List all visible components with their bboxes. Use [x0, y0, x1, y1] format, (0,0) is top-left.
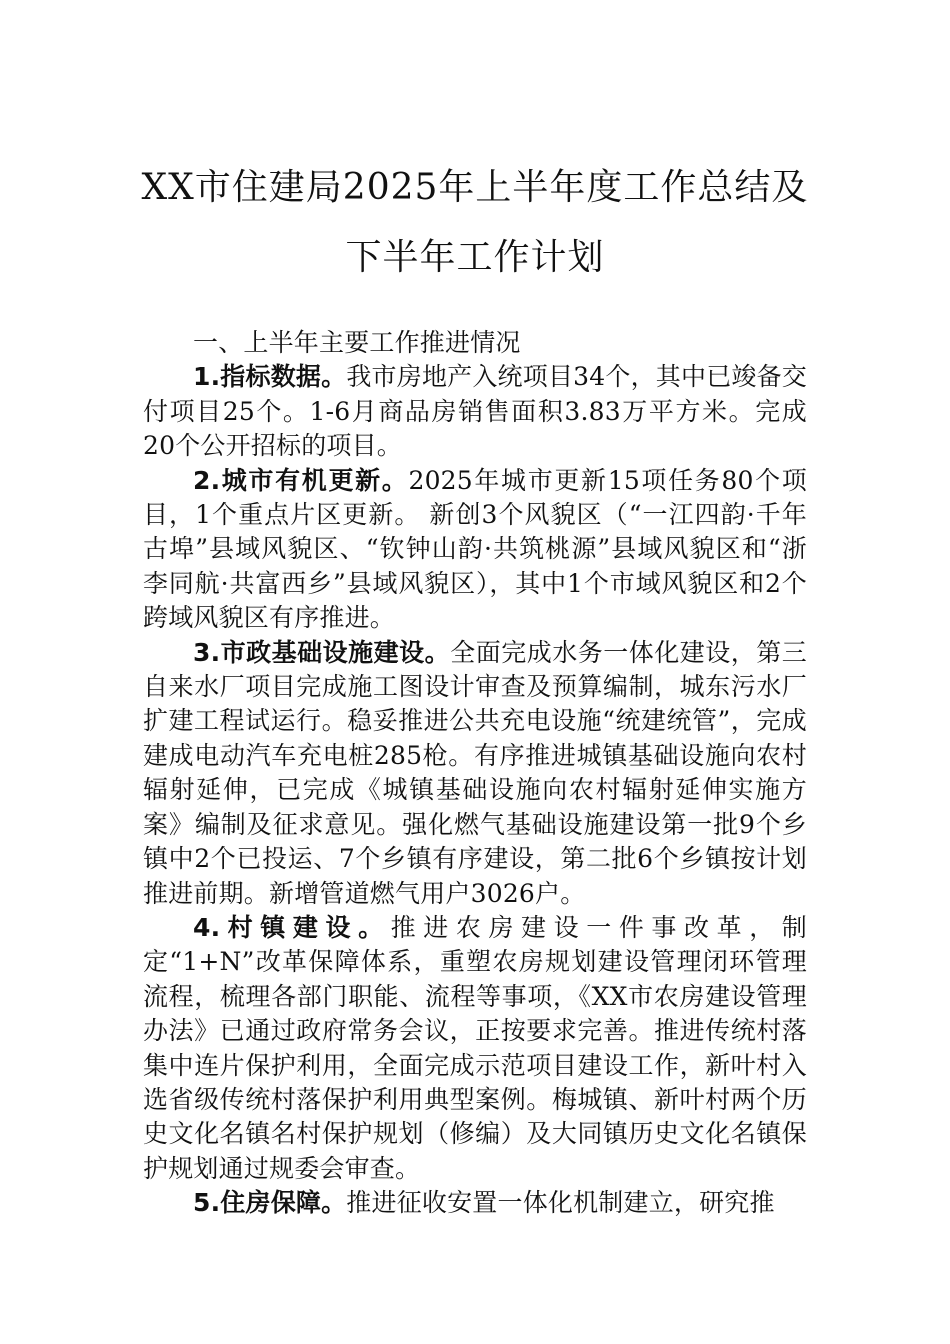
document-title-line-1: XX市住建局2025年上半年度工作总结及 [141, 167, 809, 208]
item-5-text: 推进征收安置一体化机制建立，研究推 [346, 1188, 775, 1218]
paragraph-item-3 [143, 636, 807, 911]
item-2-text: 2025年城市更新15项任务80个项目，1个重点片区更新。 新创3个风貌区（“一江四韵·千年古埠”县域风貌区、“钦钟山韵·共筑桃源”县域风貌区和“浙李同航·共富西乡”县域风貌区），其中1个市域风貌区和2个跨域风貌区有序推进。 [143, 465, 807, 633]
item-5-lead: 5.住房保障。 [193, 1188, 347, 1218]
document-title-line-2: 下半年工作计划 [345, 237, 605, 278]
item-3-text: 全面完成水务一体化建设，第三自来水厂项目完成施工图设计审查及预算编制，城东污水厂扩建工程试运行。稳妥推进公共充电设施“统建统管”，完成建成电动汽车充电桩285枪。有序推进城镇基础设施向农村辐射延伸，已完成《城镇基础设施向农村辐射延伸实施方案》编制及征求意见。强化燃气基础设施建设第一批9个乡镇中2个已投运、7个乡镇有序建设，第二批6个乡镇按计划推进前期。新增管道燃气用户3026户。 [143, 637, 807, 908]
item-2-lead: 2.城市有机更新。 [193, 465, 409, 495]
item-4-text: 推进农房建设一件事改革，制定“1+N”改革保障体系，重塑农房规划建设管理闭环管理流程，梳理各部门职能、流程等事项，《XX市农房建设管理办法》已通过政府常务会议，正按要求完善。推进传统村落集中连片保护利用，全面完成示范项目建设工作，新叶村入选省级传统村落保护利用典型案例。梅城镇、新叶村两个历史文化名镇名村保护规划（修编）及大同镇历史文化名镇保护规划通过规委会审查。 [143, 912, 808, 1183]
paragraph-item-4 [143, 911, 807, 1186]
paragraph-item-5 [143, 1186, 807, 1220]
item-3-lead: 3.市政基础设施建设。 [193, 637, 451, 667]
item-4-lead: 4.村镇建设。 [193, 912, 391, 942]
item-1-lead: 1.指标数据。 [193, 362, 347, 392]
item-1-text: 我市房地产入统项目34个，其中已竣备交付项目25个。1-6月商品房销售面积3.83万平方米。完成20个公开招标的项目。 [143, 362, 807, 461]
paragraph-item-2 [143, 464, 807, 636]
section-heading: 一、上半年主要工作推进情况 [193, 328, 521, 357]
paragraph-item-1 [143, 360, 807, 463]
document-body [143, 326, 807, 1221]
